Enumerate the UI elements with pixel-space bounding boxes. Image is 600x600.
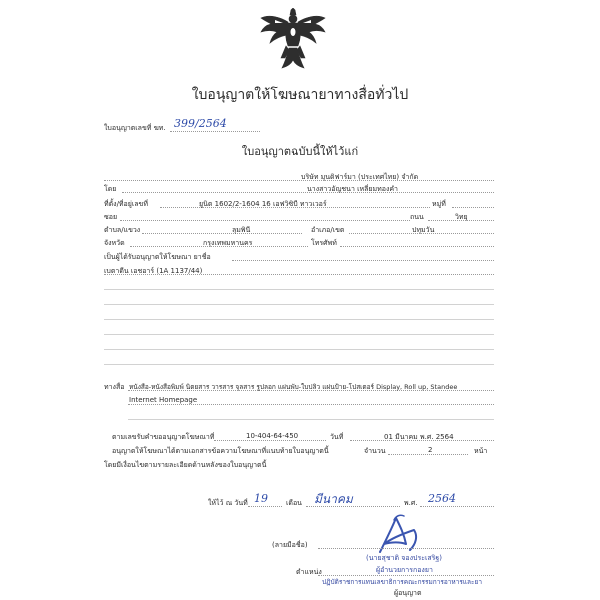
subdistrict-line: [142, 233, 302, 234]
province-value: กรุงเทพมหานคร: [203, 239, 253, 247]
drug-line: [232, 260, 494, 261]
position-label: ตำแหน่ง: [296, 568, 322, 576]
address-value: ยูนิต 1602/2-1604 16 เอฟวิซิบี ทาวเวอร์: [199, 200, 327, 208]
drug-value: เบตาดีน เอชอาร์ (1A 1137/44): [104, 267, 203, 275]
moo-label: หมู่ที่: [432, 200, 446, 208]
by-label: โดย: [104, 185, 117, 193]
sign-line: [318, 548, 494, 549]
request-line: [214, 440, 326, 441]
request-label: ตามเลขรับคำขออนุญาตโฆษณาที่: [112, 433, 215, 441]
media-line-2: [128, 404, 494, 405]
phone-label: โทรศัพท์: [311, 239, 337, 247]
soi-line: [120, 220, 410, 221]
position-line: [318, 575, 494, 576]
given-day-line: [248, 506, 282, 507]
request-date-label: วันที่: [330, 433, 344, 441]
blank-line: [104, 319, 494, 320]
signer-title-3: ผู้อนุญาต: [394, 589, 422, 597]
issued-to-heading: ใบอนุญาตฉบับนี้ให้ไว้แก่: [241, 145, 359, 158]
district-label: อำเภอ/เขต: [311, 226, 345, 234]
given-month: มีนาคม: [314, 492, 353, 506]
request-value: 10-404-64-450: [246, 432, 299, 440]
blank-line: [104, 364, 494, 365]
blank-line: [128, 419, 494, 420]
company-line: [104, 180, 494, 181]
company-name: บริษัท มุนดิฟาร์มา (ประเทศไทย) จำกัด: [301, 173, 419, 181]
phone-line: [340, 246, 494, 247]
document-title: ใบอนุญาตให้โฆษณายาทางสื่อทั่วไป: [191, 87, 409, 103]
blank-line: [104, 304, 494, 305]
count-value: 2: [428, 446, 433, 454]
drug-value-line: [104, 274, 494, 275]
signature-scribble-icon: [366, 512, 428, 558]
given-year-line: [420, 506, 494, 507]
media-value-1: หนังสือ-หนังสือพิมพ์ นิตยสาร วารสาร จุลสาร รูปลอก แผ่นพับ-ใบปลิว แผ่นป้าย-โปสเตอร์ Display, Roll up, Standee: [129, 383, 458, 391]
by-value: นางสาวอัญชนา เหลี่ยมทองคำ: [307, 185, 398, 193]
media-label: ทางสื่อ: [104, 383, 125, 391]
subdistrict-value: ลุมพินี: [232, 226, 251, 234]
blank-line: [104, 334, 494, 335]
moo-line: [452, 207, 494, 208]
media-value-2: Internet Homepage: [129, 396, 198, 404]
province-label: จังหวัด: [104, 239, 125, 247]
permit-no-line: [170, 131, 260, 132]
given-month-label: เดือน: [286, 499, 302, 507]
sign-label: (ลายมือชื่อ): [272, 541, 308, 549]
permit-no-label: ใบอนุญาตเลขที่ ฆท.: [104, 124, 166, 132]
given-day: 19: [254, 492, 268, 505]
given-year: 2564: [428, 492, 456, 505]
given-prefix: ให้ไว้ ณ วันที่: [208, 499, 248, 507]
soi-label: ซอย: [104, 213, 118, 221]
page-label: หน้า: [474, 447, 488, 455]
district-value: ปทุมวัน: [412, 226, 435, 234]
garuda-emblem-icon: [255, 8, 331, 72]
signer-name: (นายสุชาติ จองประเสริฐ): [366, 554, 442, 562]
permit-no-value: 399/2564: [174, 117, 227, 130]
count-label: จำนวน: [364, 447, 386, 455]
blank-line: [104, 289, 494, 290]
count-line: [388, 454, 468, 455]
given-year-label: พ.ศ.: [404, 499, 418, 507]
drug-label: เป็นผู้ได้รับอนุญาตให้โฆษณา ยาชื่อ: [104, 253, 211, 261]
request-date-value: 01 มีนาคม พ.ศ. 2564: [384, 433, 454, 441]
conditions-text: โดยมีเงื่อนไขตามรายละเอียดด้านหลังของใบอนุญาตนี้: [104, 461, 267, 469]
road-value: วิทยุ: [455, 213, 468, 221]
approval-text: อนุญาตให้โฆษณาได้ตามเอกสารข้อความโฆษณาที่แนบท้ายใบอนุญาตนี้: [112, 447, 329, 455]
blank-line: [104, 349, 494, 350]
road-label: ถนน: [410, 213, 424, 221]
subdistrict-label: ตำบล/แขวง: [104, 226, 141, 234]
address-label: ที่ตั้ง/ที่อยู่เลขที่: [104, 200, 148, 208]
signer-title-1: ผู้อำนวยการกองยา: [376, 566, 433, 574]
signer-title-2: ปฏิบัติราชการแทนเลขาธิการคณะกรรมการอาหารและยา: [322, 578, 482, 586]
